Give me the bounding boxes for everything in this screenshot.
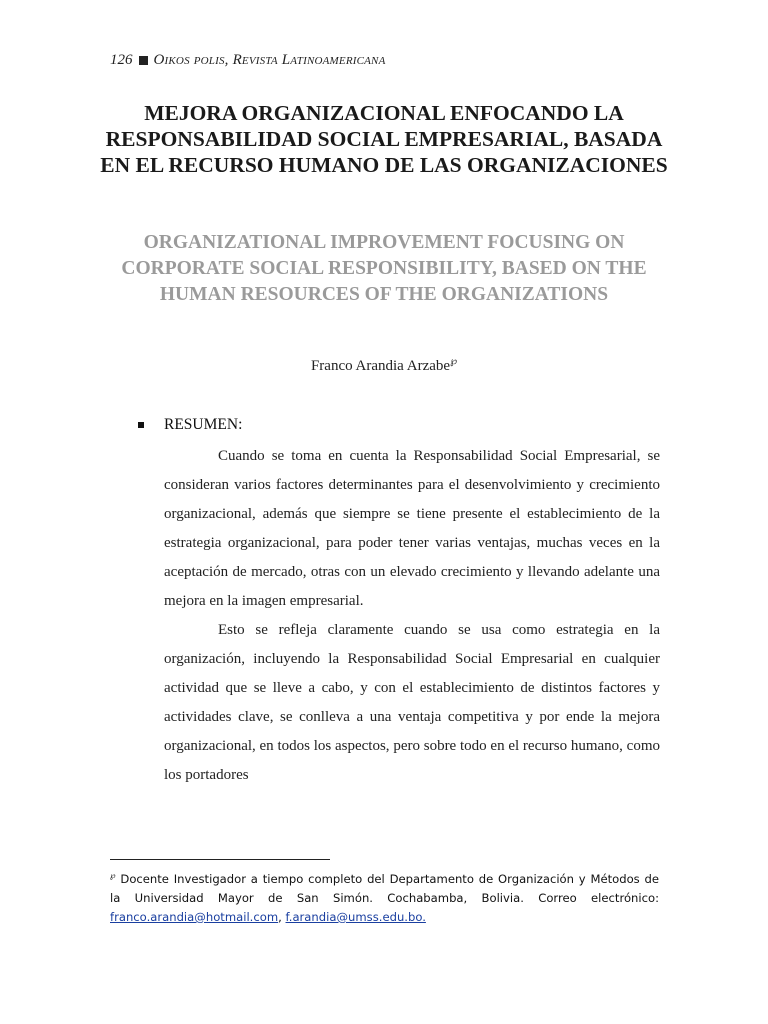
title-spanish: MEJORA ORGANIZACIONAL ENFOCANDO LA RESPONSABILIDAD SOCIAL EMPRESARIAL, BASADA EN EL RECURSO HUMANO DE LAS ORGANIZACIONES [100, 101, 668, 177]
abstract-body [164, 442, 660, 790]
footnote-divider [110, 859, 330, 860]
journal-name: Oikos polis, Revista Latinoamericana [153, 52, 386, 68]
page-number: 126 [110, 52, 133, 68]
author-line [100, 356, 668, 375]
title-english: ORGANIZATIONAL IMPROVEMENT FOCUSING ON CORPORATE SOCIAL RESPONSIBILITY, BASED ON THE HUMAN RESOURCES OF THE ORGANIZATIONS [121, 232, 647, 305]
resumen-label: RESUMEN: [164, 416, 243, 433]
resumen-heading [138, 416, 242, 434]
author-name: Franco Arandia Arzabe [310, 358, 451, 374]
square-bullet-icon [138, 422, 144, 428]
email-separator: , [278, 909, 282, 924]
abstract-paragraph-1: Cuando se toma en cuenta la Responsabilidad Social Empresarial, se consideran varios factores determinantes para el desenvolvimiento y crecimiento organizacional, además que siempre se tiene presente el establecimiento de la estrategia organizacional, para poder tener varias ventajas, muchas veces en la aceptación de mercado, otras con un elevado crecimiento y llevando adelante una mejora en la imagen empresarial. [164, 448, 660, 609]
abstract-paragraph-2: Esto se refleja claramente cuando se usa como estrategia en la organización, incluyendo la Responsabilidad Social Empresarial en cualquier actividad que se lleve a cabo, y con el establecimiento de distintos factores y actividades clave, se conlleva a una ventaja competitiva y por ende la mejora organizacional, en todos los aspectos, pero sobre todo en el recurso humano, como los portadores [164, 622, 660, 783]
square-bullet-icon [139, 56, 148, 65]
author-footnote-mark[interactable]: ℘ [450, 356, 458, 367]
footnote-text: Docente Investigador a tiempo completo del Departamento de Organización y Métodos de la Universidad Mayor de San Simón. Cochabamba, Bolivia. Correo electrónico: [110, 871, 660, 905]
footnote-mark: ℘ [110, 871, 116, 880]
footnote [110, 866, 659, 927]
running-header [110, 52, 386, 69]
email-link-hotmail[interactable]: franco.arandia@hotmail.com [110, 909, 279, 924]
email-link-umss[interactable]: f.arandia@umss.edu.bo. [285, 909, 426, 924]
